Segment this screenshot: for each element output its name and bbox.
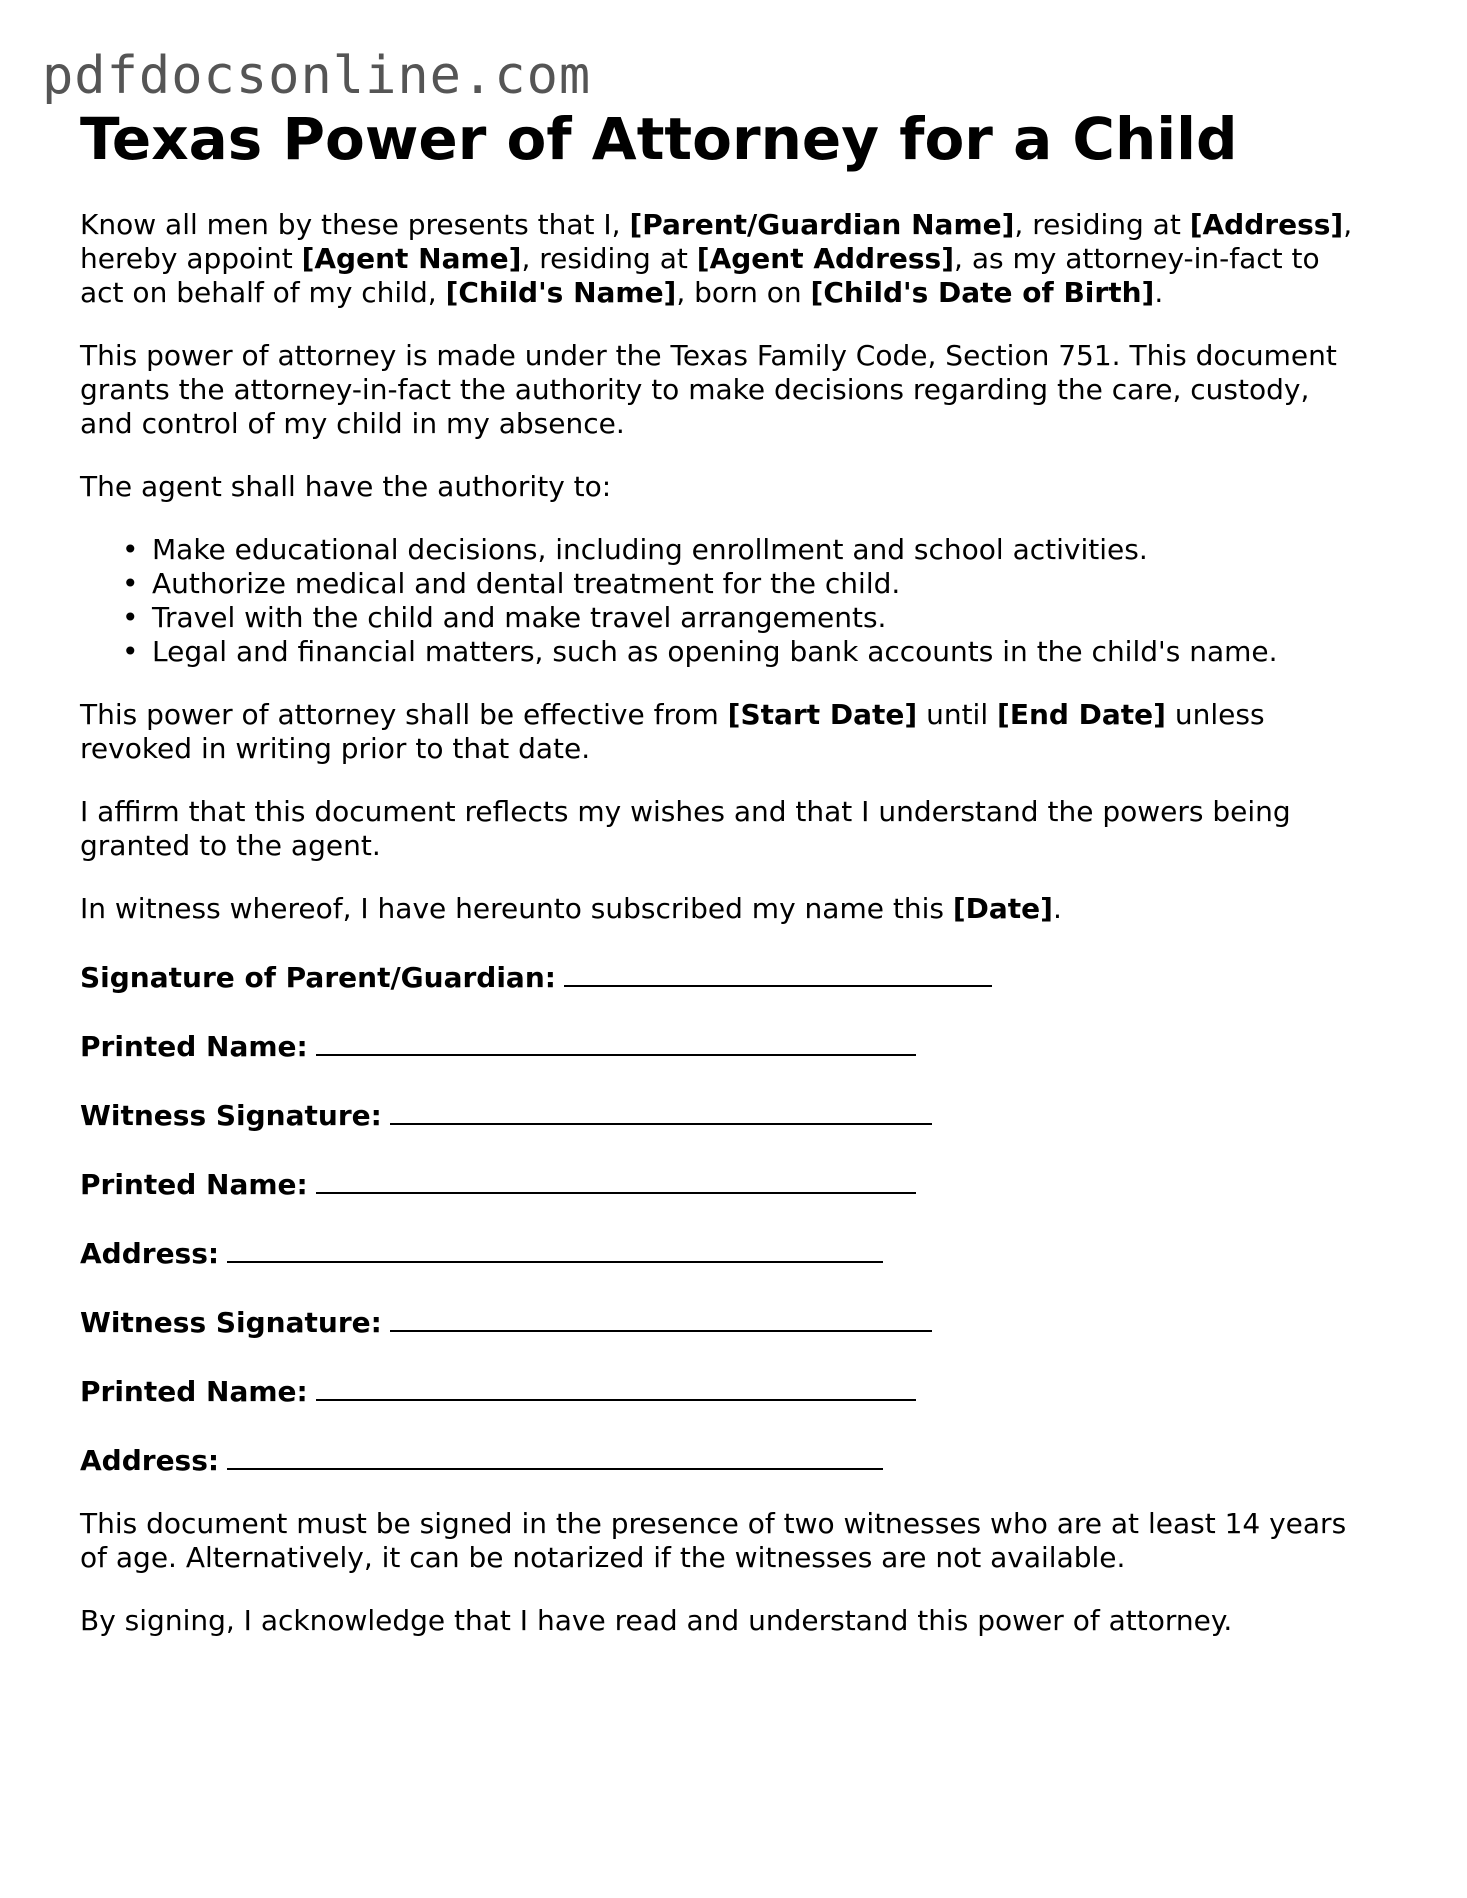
- printed-name-field-3: Printed Name:: [80, 1369, 1400, 1409]
- intro-line-1: Know all men by these presents that I, [Parent/Guardian Name], residing at [Address],: [80, 208, 1353, 241]
- address-field-1: Address:: [80, 1231, 1400, 1271]
- notice-paragraph: This document must be signed in the presence of two witnesses who are at least 14 years of age. Alternatively, it can be notarized if the witnesses are not available.: [80, 1507, 1347, 1574]
- list-item: • Travel with the child and make travel arrangements.: [122, 601, 887, 634]
- effective-paragraph: This power of attorney shall be effective from [Start Date] until [End Date] unless revoked in writing prior to that date.: [80, 698, 1265, 765]
- intro-line-3: act on behalf of my child, [Child's Name], born on [Child's Date of Birth].: [80, 276, 1164, 309]
- affirm-paragraph: I affirm that this document reflects my wishes and that I understand the powers being granted to the agent.: [80, 795, 1291, 862]
- end-date-placeholder: [End Date]: [997, 698, 1166, 731]
- parent-name-placeholder: [Parent/Guardian Name]: [629, 208, 1015, 241]
- child-dob-placeholder: [Child's Date of Birth]: [810, 276, 1155, 309]
- printed-name-line-2[interactable]: [316, 1162, 916, 1194]
- witness-signature-field-2: Witness Signature:: [80, 1300, 1400, 1340]
- document-title: Texas Power of Attorney for a Child: [80, 105, 1238, 173]
- parent-signature-line[interactable]: [564, 955, 992, 987]
- watermark: pdfdocsonline.com: [42, 46, 592, 106]
- witness-signature-line-1[interactable]: [390, 1093, 932, 1125]
- witness-signature-field-1: Witness Signature:: [80, 1093, 1400, 1133]
- intro-line-2: hereby appoint [Agent Name], residing at [Agent Address], as my attorney-in-fact to: [80, 242, 1320, 275]
- acknowledgement-paragraph: By signing, I acknowledge that I have read and understand this power of attorney.: [80, 1604, 1233, 1637]
- list-item: • Make educational decisions, including enrollment and school activities.: [122, 533, 1148, 566]
- printed-name-field-2: Printed Name:: [80, 1162, 1400, 1202]
- bullet-icon: •: [122, 635, 139, 668]
- code-paragraph: This power of attorney is made under the Texas Family Code, Section 751. This document grants the attorney-in-fact the authority to make decisions regarding the care, custody, and control of my child in my absence.: [80, 339, 1337, 440]
- intro-paragraph: [80, 208, 1400, 310]
- address-placeholder: [Address]: [1189, 208, 1344, 241]
- printed-name-line-3[interactable]: [316, 1369, 916, 1401]
- powers-list: [80, 533, 1400, 669]
- authority-intro: The agent shall have the authority to:: [80, 470, 612, 503]
- list-item: • Authorize medical and dental treatment for the child.: [122, 567, 901, 600]
- child-name-placeholder: [Child's Name]: [445, 276, 677, 309]
- bullet-icon: •: [122, 567, 139, 600]
- start-date-placeholder: [Start Date]: [727, 698, 918, 731]
- agent-name-placeholder: [Agent Name]: [301, 242, 522, 275]
- printed-name-line-1[interactable]: [316, 1024, 916, 1056]
- bullet-icon: •: [122, 601, 139, 634]
- address-line-1[interactable]: [227, 1231, 883, 1263]
- date-placeholder: [Date]: [952, 892, 1053, 925]
- agent-address-placeholder: [Agent Address]: [696, 242, 955, 275]
- document-body: [80, 98, 1400, 1638]
- bullet-icon: •: [122, 533, 139, 566]
- address-field-2: Address:: [80, 1438, 1400, 1478]
- witness-clause: In witness whereof, I have hereunto subscribed my name this [Date].: [80, 892, 1062, 925]
- witness-signature-line-2[interactable]: [390, 1300, 932, 1332]
- address-line-2[interactable]: [227, 1438, 883, 1470]
- printed-name-field-1: Printed Name:: [80, 1024, 1400, 1064]
- parent-signature-field: Signature of Parent/Guardian:: [80, 955, 1400, 995]
- list-item: • Legal and financial matters, such as opening bank accounts in the child's name.: [122, 635, 1278, 668]
